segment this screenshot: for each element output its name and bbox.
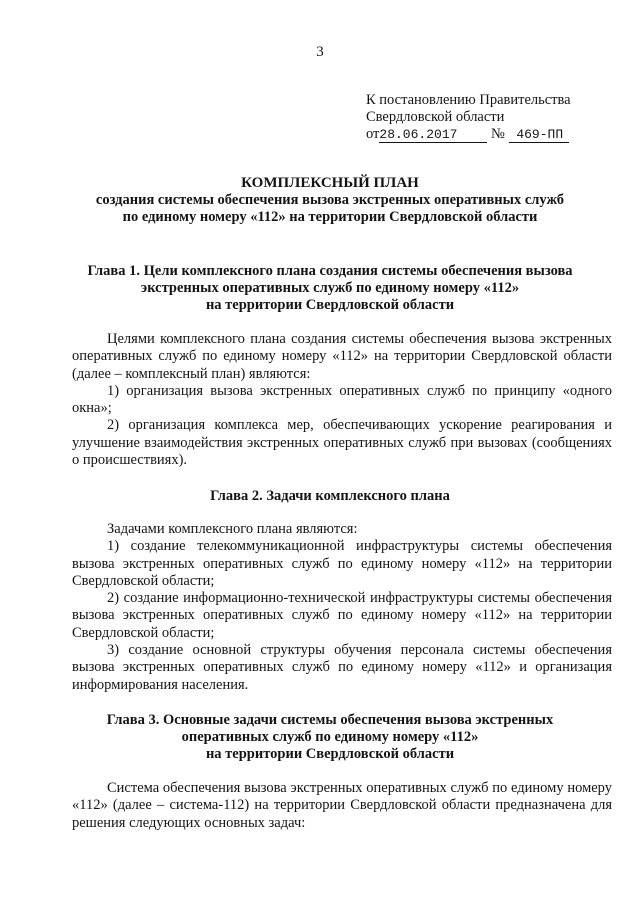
date-prefix: от (366, 126, 380, 142)
chapter1-heading-line2: экстренных оперативных служб по единому номеру «112» (140, 280, 520, 296)
chapter2-item-2: 2) создание информационно-технической инфраструктуры системы обеспечения вызова экстренных оперативных служб по единому номеру «112» на территории Свердловской области; (72, 590, 612, 641)
chapter2-heading: Глава 2. Задачи комплексного плана (210, 488, 450, 504)
title-sub-1: создания системы обеспечения вызова экстренных оперативных служб (95, 192, 565, 208)
page-number: 3 (316, 44, 324, 60)
title-sub-2: по единому номеру «112» на территории Свердловской области (122, 209, 538, 225)
approval-line-2: Свердловской области (366, 109, 505, 125)
chapter1-heading-line3: на территории Свердловской области (205, 297, 455, 313)
title-main: КОМПЛЕКСНЫЙ ПЛАН (241, 175, 419, 191)
chapter2-intro: Задачами комплексного плана являются: (107, 521, 358, 537)
document-title (60, 175, 600, 226)
chapter1-body (72, 331, 612, 469)
chapter3-heading-line2: оперативных служб по единому номеру «112» (181, 729, 479, 745)
approval-date-line (366, 126, 616, 143)
approval-block (366, 92, 616, 143)
approval-number (509, 127, 569, 143)
chapter3-heading-line3: на территории Свердловской области (205, 746, 455, 762)
chapter3-heading-line1: Глава 3. Основные задачи системы обеспечения вызова экстренных (106, 712, 554, 728)
chapter3-body (72, 780, 612, 832)
approval-date: 28.06.2017 (379, 127, 487, 143)
chapter1-heading (60, 263, 600, 314)
chapter1-item-1: 1) организация вызова экстренных оперативных служб по принципу «одного окна»; (72, 382, 612, 417)
chapter1-heading-line1: Глава 1. Цели комплексного плана создания системы обеспечения вызова (87, 263, 573, 279)
chapter3-intro: Система обеспечения вызова экстренных оперативных служб по единому номеру «112» (далее – система-112) на территории Свердловской области предназначена для решения следующих основных задач: (72, 780, 612, 831)
chapter1-intro: Целями комплексного плана создания системы обеспечения вызова экстренных оперативных служб по единому номеру «112» на территории Свердловской области (далее – комплексный план) являются: (72, 331, 612, 382)
chapter2-item-1: 1) создание телекоммуникационной инфраструктуры системы обеспечения вызова экстренных оперативных служб по единому номеру «112» на территории Свердловской области; (72, 538, 612, 589)
approval-line-1: К постановлению Правительства (366, 92, 571, 108)
chapter3-heading (60, 712, 600, 763)
number-prefix: № (491, 126, 505, 142)
chapter2-body (72, 521, 612, 694)
chapter1-item-2: 2) организация комплекса мер, обеспечивающих ускорение реагирования и улучшение взаимодействия экстренных оперативных служб при вызовах (сообщениях о происшествиях). (72, 417, 612, 469)
chapter2-item-3: 3) создание основной структуры обучения персонала системы обеспечения вызова экстренных оперативных служб по единому номеру «112» и организация информирования населения. (72, 642, 612, 693)
approval-number-value: 469-ПП (516, 127, 564, 142)
